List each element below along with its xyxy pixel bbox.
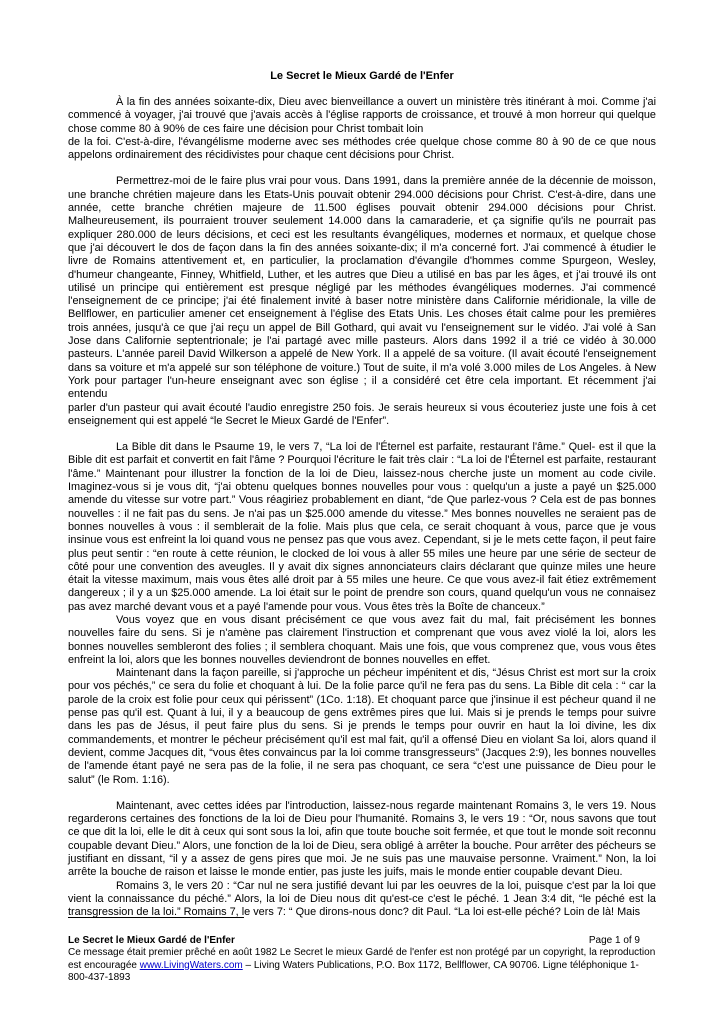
- paragraph-6: Maintenant, avec cettes idées par l'introduction, laissez-nous regarde maintenant Romains 3, le vers 19. Nous regarderons certaines des fonctions de la loi de Dieu pour l'humanité. Romains 3, le vers 19 : “Or, nous savons que tout ce que dit la loi, elle le dit à ceux qui sont sous la loi, afin que toute bouche soit fermée, et que tout le monde soit reconnu coupable devant Dieu.” Alors, une fonction de la loi de Dieu, sera obligé à arrêter la bouche. Pour arrêter des pécheurs se justifiant en dissant, “il y a assez de gens pires que moi. Je ne suis pas une mauvaise personne. Vraiment.” Non, la loi arrête la bouche de raison et laisse le monde entier, pas juste les juifs, mais le monde entier coupable devant Dieu.: [68, 799, 656, 879]
- footer-note: [68, 947, 656, 984]
- paragraph-7: Romains 3, le vers 20 : “Car nul ne sera justifié devant lui par les oeuvres de la loi, puisque c'est par la loi que vient la connaissance du péché.” Alors, la loi de Dieu nous dit qu'est-ce c'est le péché. 1 Jean 3:4 dit, “le péché est la transgression de la loi.” Romains 7, le vers 7: “ Que dirons-nous donc? dit Paul. “La loi est-elle péché? Loin de là! Mais: [68, 879, 656, 919]
- paragraph-2: Permettrez-moi de le faire plus vrai pour vous. Dans 1991, dans la première année de la décennie de moisson, une branche chrétien majeure dans les Etats-Unis pouvait obtenir 294.000 décisions pour Christ. C'est-à-dire, dans une année, cette branche chrétien majeure de 11.500 églises pouvait obtenir 294.000 décisions pour Christ. Malheureusement, ils pourraient trouver seulement 14.000 dans la camaraderie, et ça signifie qu'ils ne pourrait pas expliquer 280.000 de leurs décisions, et ceci est les resultants évangéliques, modernes et normaux, et quelque chose que j'ai découvert le dos de façon dans la fin des années soixante-dix; il m'a concerné fort. J'ai commencé à étudier le livre de Romains attentivement et, en particulier, la proclamation d'évangile d'hommes comme Spurgeon, Wesley, d'humeur changeante, Finney, Whitfield, Luther, et les autres que Dieu a utilisé en bas par les âges, et j'ai trouvé ils ont utilisé un principe qui entièrement est presque négligé par les méthodes évangéliques modernes. J'ai commencé l'enseignement de ce principe; j'ai été finalement invité à baser notre ministère dans Californie méridionale, la ville de Bellflower, en particulier amener cet enseignement à l'église des Etats Unis. Les choses était calme pour les premières trois années, jusqu'à ce que j'ai reçu un appel de Bill Gothard, qui avait vu l'enseignement sur le vidéo. J'ai volé à San Jose dans Californie septentrionale; je l'ai partagé avec mille pasteurs. Alors dans 1992 il a trié ce vidéo à 30.000 pasteurs. L'année pareil David Wilkerson a appelé de New York. Il a appelé de sa voiture. (Il avait écouté l'enseignement dans sa voiture et m'a appelé sur son téléphone de voiture.) Tout de suite, il m'a volé 3.000 miles de Los Angeles. à New York pour partager l'un-heure enseignant avec son église ; il a considéré cet être cela important. Et récemment j'ai entendu: [68, 175, 656, 401]
- paragraph-3: La Bible dit dans le Psaume 19, le vers 7, “La loi de l'Éternel est parfaite, restaurant l'âme.” Quel- est il que la Bible dit est parfait et convertit en fait l'âme ? Pourquoi l'écriture le fait très clair : “La loi de l'Éternel est parfaite, restaurant l'âme.” Maintenant pour illustrer la fonction de la loi de Dieu, laissez-nous cherche juste un moment au code civile. Imaginez-vous si je vous dit, “j'ai obtenu quelques bonnes nouvelles pour vous : quelqu'un a juste a payé un $25.000 amende du vitesse sur votre part.” Vous réagiriez probablement en diant, “de Que parlez-vous ? Cela est de pas bonnes nouvelles : il ne fait pas du sens. Je n'ai pas un $25.000 amende du vitesse.” Mes bonnes nouvelles ne seraient pas de bonnes nouvelles à vous : il semblerait de la folie. Mais plus que cela, ce serait choquant à vous, parce que je vous insinue vous est enfreint la loi quand vous ne pensez pas que vous avez. Cependant, si je le mets cette façon, il peut faire plus peut sentir : “en route à cette réunion, le clocked de loi vous à aller 55 miles une heure par une série de secteur de côté pour une convention des aveugles. Il y avait dix signes annonciateurs clairs déclarant que quinze miles une heure était la vitesse maximum, mais vous êtes allé droit par à 55 miles une heure. Ce que vous avez-il fait étiez extrêmement dangereux ; il y a un $25.000 amende. La loi était sur le point de prendre son cours, quand quelqu'un vous ne connaisez pas avez marché devant vous et a payé l'amende pour vous. Vous êtes très la Boîte de chanceux.”: [68, 441, 656, 613]
- footnote-divider: [68, 917, 244, 918]
- document-body: [68, 96, 656, 920]
- page-number: Page 1 of 9: [588, 935, 640, 946]
- footer-note-text: Ce message était premier prêché en août 1982 Le Secret le mieux Gardé de l'enfer est non protégé par un copyright, la reproduction est encouragée: [68, 947, 656, 971]
- paragraph-1: À la fin des années soixante-dix, Dieu avec bienveillance a ouvert un ministère très itinérant à moi. Comme j'ai commencé à voyager, j'ai trouvé que j'avais accès à l'église rapports de croissance, et trouvé à mon horreur qui quelque chose comme 80 à 90% de ces faire une décision pour Christ tombait loin: [68, 96, 656, 135]
- paragraph-4: Vous voyez que en vous disant précisément ce que vous avez fait du mal, fait précisément les bonnes nouvelles faire du sens. Si je n'amène pas clairement l'instruction et comprenant que vous avez violé la loi, alors les bonnes nouvelles sembleront des folies ; il semblera choquant. Mais une fois, que vous comprenez que, vous vous êtes enfreint la loi, alors que les bonnes nouvelles deviendront de bonnes nouvelles en effet.: [68, 613, 656, 666]
- paragraph-2-continued: parler d'un pasteur qui avait écouté l'audio enregistre 250 fois. Je serais heureux si vous écouteriez juste une fois à cet enseignement qui est appelé “le Secret le Mieux Gardé de l'Enfer”.: [68, 401, 656, 427]
- paragraph-5: Maintenant dans la façon pareille, si j'approche un pécheur impénitent et dis, “Jésus Christ est mort sur la croix pour vos péchés,” ce sera du folie et choquant à lui. De la folie parce qu'il ne fera pas du sens. La Bible dit cela : “ car la parole de la croix est folie pour ceux qui périssent” (1Co. 1:18). Et choquant parce que j'insinue il est pécheur quand il ne pense pas qu'il est. Quant à lui, il y a beaucoup de gens extrêmes pires que lui. Mais si je prends le temps pour suivre dans les pas de Jésus, il peut faire plus du sens. Si je prends le temps pour ouvrir en haut la loi divine, les dix commandements, et montrer le pécheur précisément qu'il est mal fait, qu'il a offensé Dieu en violant Sa loi, alors quand il devient, comme Jacques dit, “vous êtes convaincus par la loi comme transgresseurs” (Jacques 2:9), les bonnes nouvelles de l'amende étant payé ne sera pas de la folie, il ne sera pas choquant, ce sera “c'est une puissance de Dieu pour le salut” (le Rom. 1:16).: [68, 667, 656, 786]
- document-title: Le Secret le Mieux Gardé de l'Enfer: [270, 70, 454, 82]
- footer-note-contact: – Living Waters Publications, P.O. Box 1172, Bellflower, CA 90706. Ligne téléphonique 1-800-437-1893: [68, 959, 639, 983]
- website-link[interactable]: www.LivingWaters.com: [139, 959, 243, 971]
- page-footer: [68, 935, 656, 984]
- paragraph-1-continued: de la foi. C'est-à-dire, l'évangélisme moderne avec ses méthodes crée quelque chose comme 80 à 90 de ce que nous appelons ordinairement des récidivistes pour chaque cent décisions pour Christ.: [68, 135, 656, 162]
- footer-title: Le Secret le Mieux Gardé de l'Enfer: [68, 935, 235, 946]
